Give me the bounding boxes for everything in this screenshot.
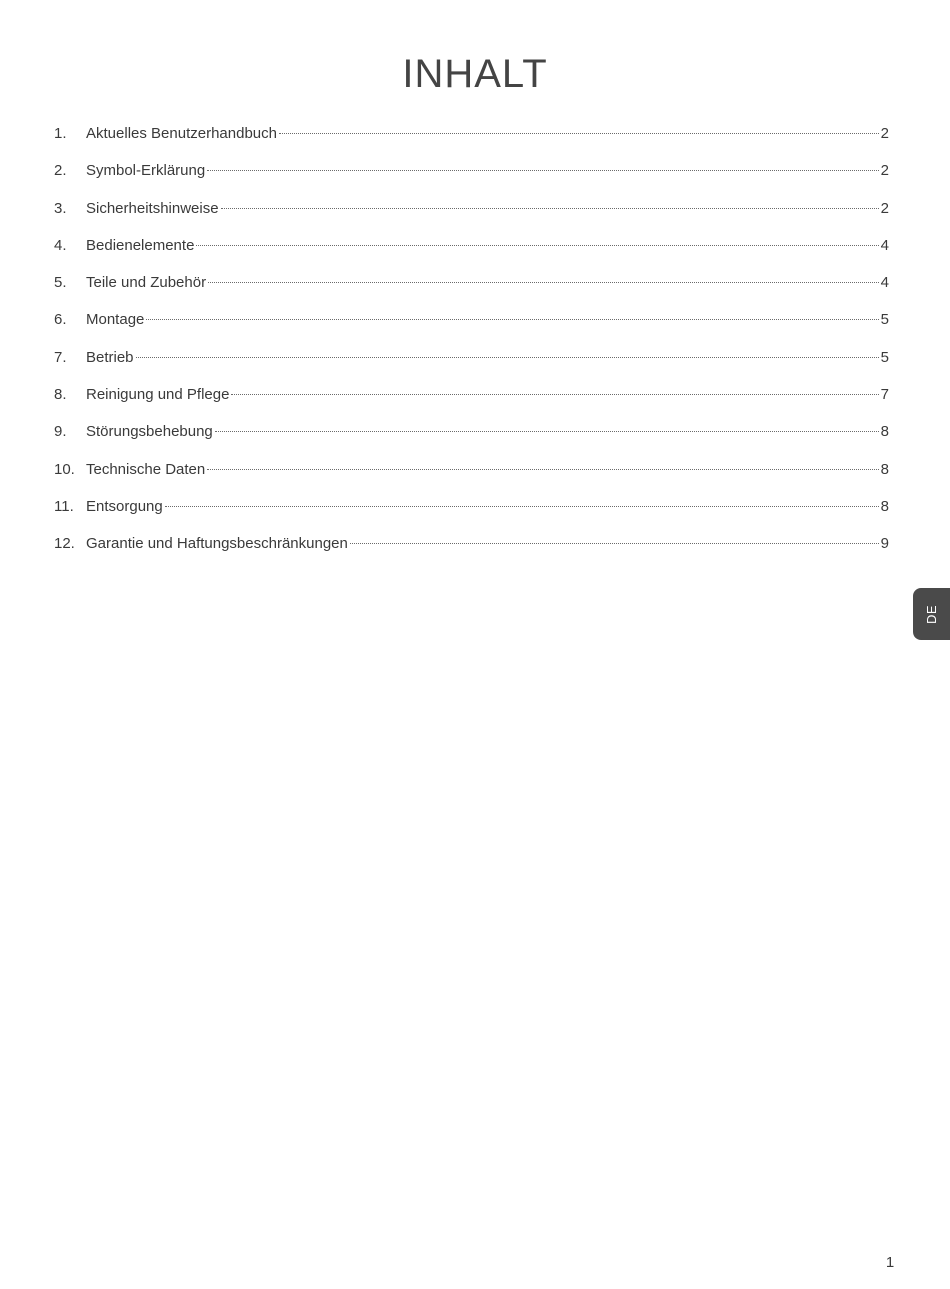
toc-entry-page: 2	[880, 125, 889, 142]
dot-leader	[207, 170, 878, 171]
toc-entry-number: 12.	[54, 535, 75, 553]
toc-entry-page: 4	[880, 236, 889, 254]
toc-entry-label: Technische Daten	[86, 460, 206, 478]
toc-entry-label: Bedienelemente	[86, 236, 195, 254]
dot-leader	[165, 506, 879, 507]
toc-entry-label: Störungsbehebung	[86, 423, 213, 441]
toc-entry[interactable]	[54, 237, 889, 274]
toc-entry-number: 4.	[54, 236, 67, 254]
toc-entry[interactable]	[54, 125, 889, 162]
dot-leader	[221, 208, 879, 209]
toc-entry-number: 1.	[54, 125, 67, 142]
language-tab-label: DE	[924, 604, 939, 624]
toc-entry-page: 8	[880, 460, 889, 478]
toc-entry-page: 5	[880, 348, 889, 366]
toc-entry[interactable]	[54, 423, 889, 460]
toc-entry-number: 10.	[54, 460, 75, 478]
toc-entry[interactable]	[54, 200, 889, 237]
dot-leader	[350, 543, 879, 544]
toc-entry-page: 9	[880, 535, 889, 553]
language-tab[interactable]	[913, 588, 950, 640]
toc-entry-label: Entsorgung	[86, 497, 163, 515]
toc-entry-number: 3.	[54, 199, 67, 217]
toc-entry[interactable]	[54, 498, 889, 535]
toc-entry-label: Garantie und Haftungsbeschränkungen	[86, 535, 348, 553]
toc-entry-page: 2	[880, 199, 889, 217]
toc-entry-label: Reinigung und Pflege	[86, 386, 230, 404]
toc-entry-number: 5.	[54, 274, 67, 292]
toc-entry-number: 9.	[54, 423, 67, 441]
toc-entry[interactable]	[54, 274, 889, 311]
toc-entry-label: Symbol-Erklärung	[86, 162, 206, 180]
dot-leader	[279, 133, 879, 134]
toc-entry-number: 8.	[54, 386, 67, 404]
toc-entry-label: Aktuelles Benutzerhandbuch	[86, 125, 277, 142]
dot-leader	[146, 319, 878, 320]
toc-entry[interactable]	[54, 311, 889, 348]
toc-entry-page: 4	[880, 274, 889, 292]
toc-entry[interactable]	[54, 386, 889, 423]
toc-entry-page: 5	[880, 311, 889, 329]
toc-entry-page: 2	[880, 162, 889, 180]
toc-entry[interactable]	[54, 461, 889, 498]
dot-leader	[136, 357, 879, 358]
toc-entry[interactable]	[54, 162, 889, 199]
toc-entry-page: 7	[880, 386, 889, 404]
toc-entry-label: Betrieb	[86, 348, 134, 366]
toc-entry-label: Teile und Zubehör	[86, 274, 207, 292]
dot-leader	[196, 245, 878, 246]
toc-entry-label: Sicherheitshinweise	[86, 199, 219, 217]
dot-leader	[215, 431, 879, 432]
toc-entry-number: 7.	[54, 348, 67, 366]
toc-entry-number: 2.	[54, 162, 67, 180]
dot-leader	[231, 394, 878, 395]
dot-leader	[207, 469, 878, 470]
page-number: 1	[885, 1254, 895, 1271]
toc-entry-page: 8	[880, 497, 889, 515]
toc-entry-number: 11.	[54, 497, 74, 515]
toc-entry[interactable]	[54, 535, 889, 572]
toc-entry-page: 8	[880, 423, 889, 441]
toc-entry-label: Montage	[86, 311, 145, 329]
table-of-contents	[54, 125, 889, 573]
dot-leader	[208, 282, 879, 283]
toc-entry-number: 6.	[54, 311, 67, 329]
page-title: INHALT	[402, 52, 548, 96]
toc-entry[interactable]	[54, 349, 889, 386]
